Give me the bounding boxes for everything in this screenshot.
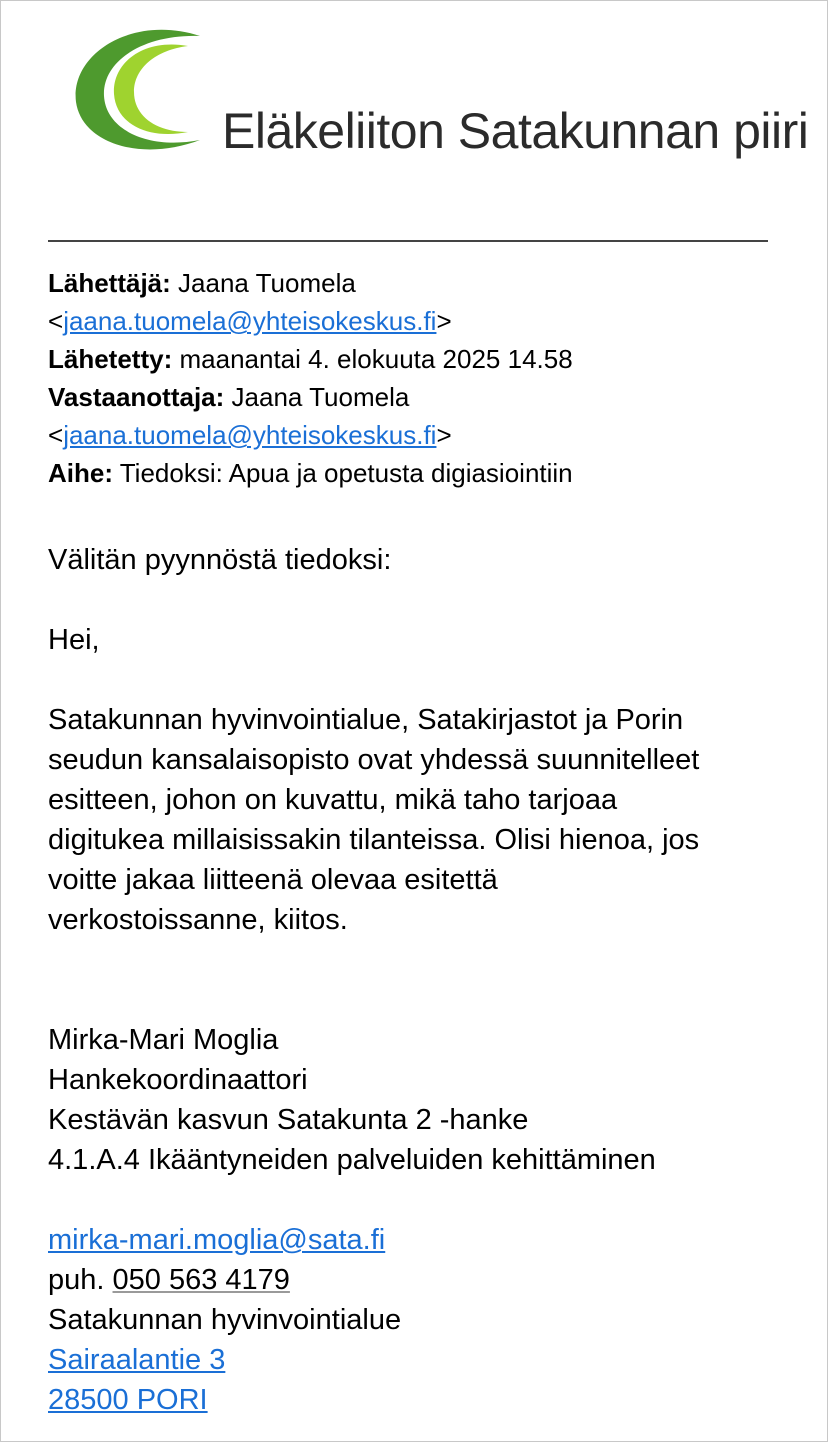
- phone-number-link[interactable]: 050 563 4179: [112, 1264, 290, 1296]
- to-email-line: [48, 416, 788, 454]
- crescent-logo-icon: [72, 22, 232, 162]
- sent-line: [48, 340, 788, 378]
- message-line: digitukea millaisissakin tilanteissa. Olisi hienoa, jos: [48, 824, 700, 856]
- signature-phone-line: [48, 1260, 788, 1300]
- signature-unit: 4.1.A.4 Ikääntyneiden palveluiden kehittäminen: [48, 1144, 656, 1176]
- from-label: Lähettäjä:: [48, 268, 171, 298]
- phone-label: puh.: [48, 1264, 105, 1296]
- message-line: verkostoissanne, kiitos.: [48, 904, 348, 936]
- email-body: [48, 540, 788, 1420]
- angle-close: >: [436, 420, 452, 450]
- from-line: [48, 264, 788, 302]
- from-email-link[interactable]: jaana.tuomela@yhteisokeskus.fi: [63, 306, 437, 336]
- angle-open: <: [48, 420, 64, 450]
- angle-open: <: [48, 306, 64, 336]
- to-label: Vastaanottaja:: [48, 382, 225, 412]
- angle-close: >: [436, 306, 452, 336]
- message-line: Satakunnan hyvinvointialue, Satakirjastot ja Porin: [48, 704, 684, 736]
- from-name: Jaana Tuomela: [178, 268, 356, 298]
- from-email-line: [48, 302, 788, 340]
- signature-org: Satakunnan hyvinvointialue: [48, 1304, 402, 1336]
- message-line: voitte jakaa liitteenä olevaa esitettä: [48, 864, 498, 896]
- greeting-text: Hei,: [48, 624, 100, 656]
- subject-label: Aihe:: [48, 458, 113, 488]
- subject-line: [48, 454, 788, 492]
- message-line: esitteen, johon on kuvattu, mikä taho tarjoaa: [48, 784, 618, 816]
- to-email-link[interactable]: jaana.tuomela@yhteisokeskus.fi: [63, 420, 437, 450]
- to-line: [48, 378, 788, 416]
- sent-label: Lähetetty:: [48, 344, 173, 374]
- message-line: seudun kansalaisopisto ovat yhdessä suunnitelleet: [48, 744, 700, 776]
- intro-text: Välitän pyynnöstä tiedoksi:: [48, 544, 392, 576]
- address-city-link[interactable]: 28500 PORI: [48, 1384, 208, 1416]
- address-street-link[interactable]: Sairaalantie 3: [48, 1344, 226, 1376]
- organization-logo: [72, 22, 809, 162]
- signature-title: Hankekoordinaattori: [48, 1064, 308, 1096]
- signature-email-link[interactable]: mirka-mari.moglia@sata.fi: [48, 1224, 386, 1256]
- sent-value: maanantai 4. elokuuta 2025 14.58: [179, 344, 573, 374]
- signature-name: Mirka-Mari Moglia: [48, 1024, 279, 1056]
- subject-value: Tiedoksi: Apua ja opetusta digiasiointiin: [119, 458, 573, 488]
- email-headers: [48, 264, 788, 492]
- to-name: Jaana Tuomela: [231, 382, 410, 412]
- header-divider: [48, 240, 768, 242]
- signature-project: Kestävän kasvun Satakunta 2 -hanke: [48, 1104, 529, 1136]
- logo-text: Eläkeliiton Satakunnan piiri: [222, 103, 809, 159]
